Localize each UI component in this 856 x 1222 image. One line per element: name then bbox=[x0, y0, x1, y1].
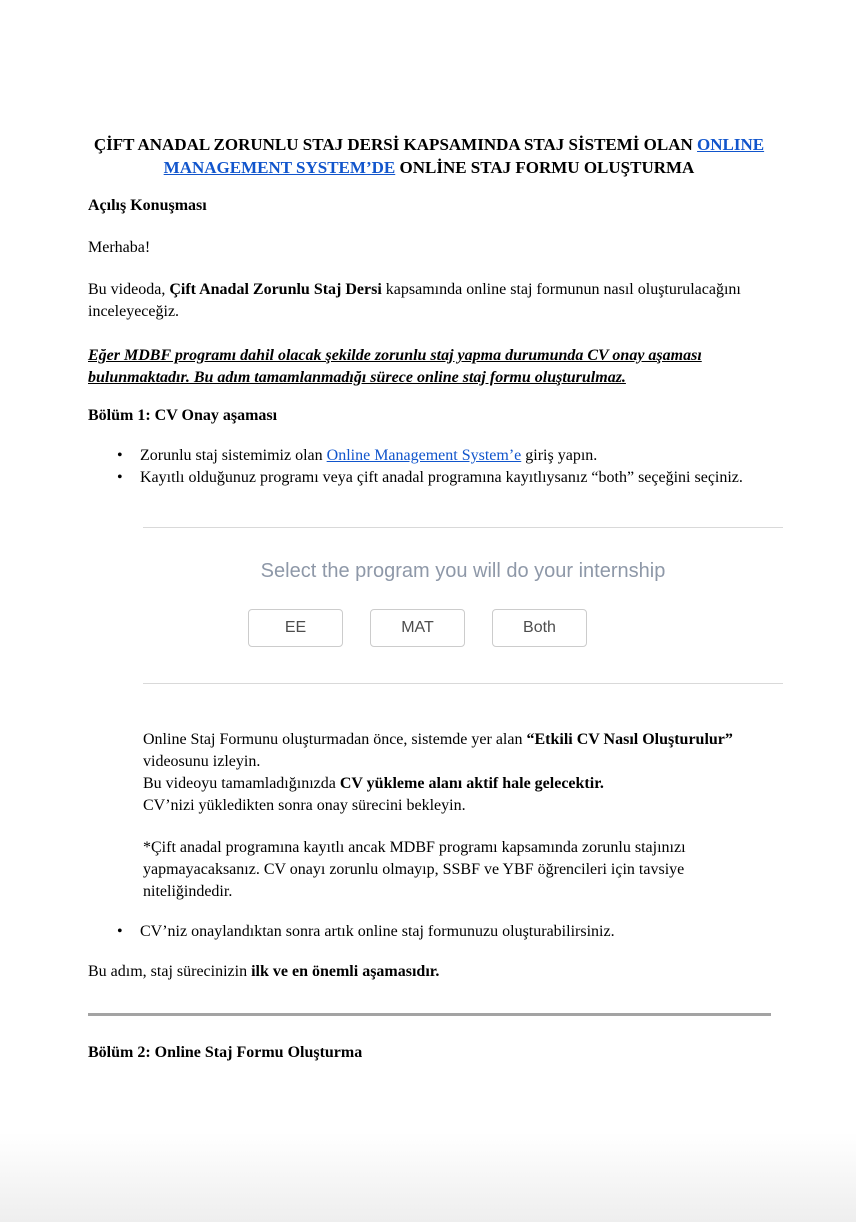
bullet-marker: • bbox=[117, 447, 123, 464]
program-selection-panel bbox=[143, 527, 783, 684]
section-divider bbox=[88, 1013, 771, 1016]
intro-text-rest: kapsamında online staj formunun nasıl oluşturulacağını inceleyeceğiz. bbox=[88, 281, 741, 320]
cv-line2-bold: CV yükleme alanı aktif hale gelecektir. bbox=[339, 775, 604, 792]
closing-paragraph bbox=[88, 961, 770, 983]
section1-heading: Bölüm 1: CV Onay aşaması bbox=[88, 407, 278, 424]
intro-course-name: Çift Anadal Zorunlu Staj Dersi bbox=[169, 281, 382, 298]
program-selection-prompt: Select the program you will do your internship bbox=[260, 560, 666, 582]
cv-line1-prefix: Online Staj Formunu oluşturmadan önce, sistemde yer alan bbox=[143, 731, 527, 748]
opening-heading: Açılış Konuşması bbox=[88, 197, 207, 214]
greeting-paragraph: Merhaba! bbox=[88, 239, 151, 256]
bullet-marker: • bbox=[117, 923, 123, 940]
closing-prefix: Bu adım, staj sürecinizin bbox=[88, 963, 252, 980]
closing-bold: ilk ve en önemli aşamasıdır. bbox=[251, 963, 440, 980]
cv-line-1 bbox=[143, 729, 770, 773]
warning-paragraph: Eğer MDBF programı dahil olacak şekilde zorunlu staj yapma durumunda CV onay aşaması bulunmaktadır. Bu adım tamamlanmadığı sürece online staj formu oluşturulmaz. bbox=[88, 347, 702, 386]
document-title-text: ÇİFT ANADAL ZORUNLU STAJ DERSİ KAPSAMINDA STAJ SİSTEMİ OLAN bbox=[93, 135, 698, 154]
cv-line-3: CV’nizi yükledikten sonra onay sürecini bekleyin. bbox=[143, 797, 466, 814]
bullet3-text: CV’niz onaylandıktan sonra artık online staj formunuzu oluşturabilirsiniz. bbox=[140, 923, 615, 940]
section1-bullet-list bbox=[88, 445, 770, 489]
bullet1-text bbox=[140, 445, 770, 467]
document-title bbox=[88, 133, 770, 179]
bullet-marker: • bbox=[117, 469, 123, 486]
cv-line-2 bbox=[143, 773, 770, 795]
intro-paragraph bbox=[88, 279, 770, 323]
bullet2-text: Kayıtlı olduğunuz programı veya çift anadal programına kayıtlıysanız “both” seçeğini seçiniz. bbox=[140, 469, 743, 486]
page-bottom-fade bbox=[0, 1132, 856, 1222]
oms-link[interactable]: Online Management System’e bbox=[326, 447, 522, 464]
intro-text: Bu videoda, bbox=[88, 281, 170, 298]
list-item bbox=[88, 921, 770, 943]
cv-line1-suffix: videosunu izleyin. bbox=[143, 753, 261, 770]
bullet1-prefix: Zorunlu staj sistemimiz olan bbox=[140, 447, 327, 464]
title-oms-link[interactable]: ONLINE MANAGEMENT SYSTEM’DE bbox=[163, 135, 765, 177]
list-item bbox=[88, 467, 770, 489]
program-button-mat[interactable]: MAT bbox=[370, 609, 465, 647]
cv-line2-prefix: Bu videoyu tamamladığınızda bbox=[143, 775, 340, 792]
program-button-both[interactable]: Both bbox=[492, 609, 587, 647]
bullet1-suffix: giriş yapın. bbox=[521, 447, 598, 464]
cv-approved-bullet-list bbox=[88, 921, 770, 943]
program-button-row bbox=[248, 609, 783, 647]
list-item bbox=[88, 445, 770, 467]
program-button-ee[interactable]: EE bbox=[248, 609, 343, 647]
section2-heading: Bölüm 2: Online Staj Formu Oluşturma bbox=[88, 1044, 363, 1061]
cv-video-title: “Etkili CV Nasıl Oluşturulur” bbox=[526, 731, 733, 748]
double-major-note: *Çift anadal programına kayıtlı ancak MDBF programı kapsamında zorunlu stajınızı yapmayacaksanız. CV onayı zorunlu olmayıp, SSBF ve YBF öğrencileri için tavsiye niteliğindedir. bbox=[143, 839, 686, 900]
document-title-suffix: ONLİNE STAJ FORMU OLUŞTURMA bbox=[395, 158, 695, 177]
cv-instructions-block bbox=[143, 729, 770, 903]
